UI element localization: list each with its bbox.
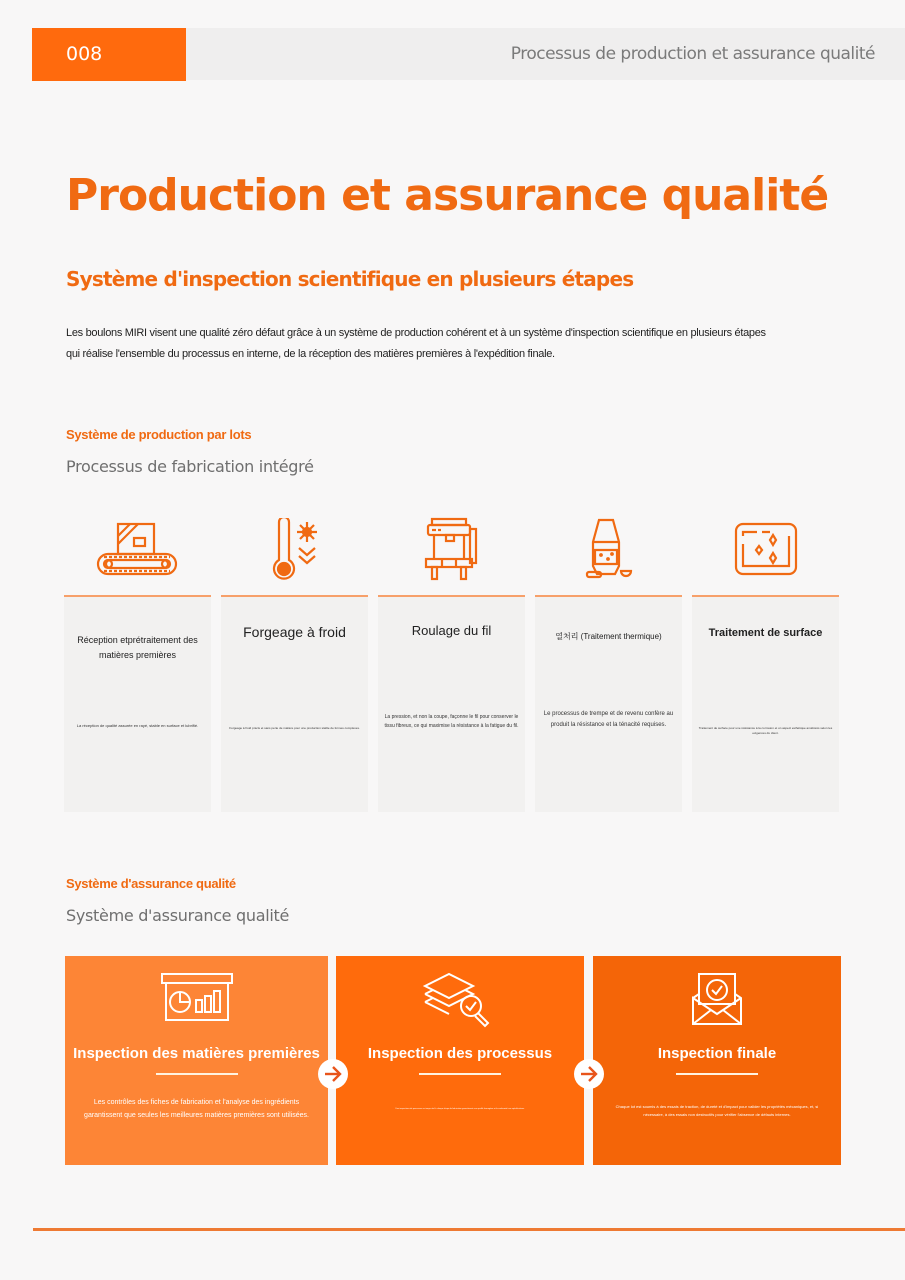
- page-number: 008: [32, 28, 186, 81]
- step-card: [221, 597, 368, 812]
- step-title: Forgeage à froid: [243, 624, 346, 640]
- rolling-press-icon: [378, 505, 525, 595]
- intro-line-1: Les boulons MIRI visent une qualité zéro défaut grâce à un système de production cohérent et à un système d'inspection scientifique en plusieurs étapes: [66, 327, 766, 339]
- process-step: [535, 505, 682, 812]
- process-step: [378, 505, 525, 812]
- step-title: 열처리 (Traitement thermique): [555, 632, 662, 641]
- layers-magnifier-icon: [336, 972, 584, 1030]
- header-section-title: Processus de production et assurance qualité: [510, 44, 875, 64]
- process-steps: [64, 505, 840, 812]
- qa-card-title: Inspection des matières premières: [73, 1045, 320, 1062]
- step-title: Traitement de surface: [708, 627, 823, 639]
- intro-line-2: qui réalise l'ensemble du processus en interne, de la réception des matières premières à l'expédition finale.: [66, 348, 555, 360]
- step-card: [64, 597, 211, 812]
- qa-card-description: Chaque lot est soumis à des essais de traction, de dureté et d'impact pour valider les propriétés mécaniques, et, si nécessaire, à des essais non destructifs pour vérifier l'absence de défauts internes.: [615, 1104, 819, 1117]
- step-description: La pression, et non la coupe, façonne le fil pour conserver le tissu fibreux, ce qui maximise la résistance à la fatigue du fil.: [384, 714, 519, 729]
- step-description: La réception de qualité assurée en rayé, stable en surface et lubrifié.: [76, 723, 199, 728]
- step-card: [378, 597, 525, 812]
- page-subtitle: Système d'inspection scientifique en plusieurs étapes: [66, 267, 634, 291]
- qa-card-description: Des inspections de processus en temps réel à chaque étape de fabrication garantissent une qualité homogène et la conformité aux spécifications.: [395, 1108, 525, 1110]
- process-step: [221, 505, 368, 812]
- envelope-check-icon: [593, 972, 841, 1030]
- step-title: Réception etprétraitement des matières premières: [77, 635, 198, 660]
- quality-section-subtitle: Système d'assurance qualité: [66, 906, 290, 925]
- qa-card-final: [593, 956, 841, 1165]
- step-description: Forgeage à froid précis et sans perte de matière pour une production stable de formes complexes.: [229, 726, 360, 730]
- process-step: [64, 505, 211, 812]
- qa-card-title: Inspection finale: [657, 1045, 777, 1062]
- step-title: Roulage du fil: [411, 623, 492, 638]
- production-section-subtitle: Processus de fabrication intégré: [66, 457, 314, 476]
- footer-divider: [33, 1228, 905, 1231]
- arrow-right-icon: [318, 1059, 348, 1089]
- thermometer-snowflake-icon: [221, 505, 368, 595]
- arrow-right-icon: [574, 1059, 604, 1089]
- step-card: [692, 597, 839, 812]
- qa-card-description: Les contrôles des fiches de fabrication et l'analyse des ingrédients garantissent que seules les meilleures matières premières sont utilisées.: [84, 1099, 309, 1119]
- qa-card-title: Inspection des processus: [367, 1045, 553, 1062]
- quality-section-label: Système d'assurance qualité: [66, 876, 236, 891]
- qa-card-divider: [156, 1073, 238, 1075]
- sparkle-surface-icon: [692, 505, 839, 595]
- furnace-icon: [535, 505, 682, 595]
- qa-card-raw-materials: [65, 956, 328, 1165]
- qa-card-divider: [676, 1073, 758, 1075]
- conveyor-box-icon: [64, 505, 211, 595]
- chart-board-icon: [65, 972, 328, 1030]
- process-step: [692, 505, 839, 812]
- production-section-label: Système de production par lots: [66, 427, 252, 442]
- step-card: [535, 597, 682, 812]
- qa-card-process: [336, 956, 584, 1165]
- step-description: Le processus de trempe et de revenu confère au produit la résistance et la ténacité requises.: [543, 711, 674, 728]
- step-description: Traitement de surface pour une résistance à la corrosion et un aspect esthétique améliorés selon les exigences du client.: [698, 726, 833, 735]
- qa-card-divider: [419, 1073, 501, 1075]
- intro-paragraph: [66, 323, 806, 365]
- page-title: Production et assurance qualité: [66, 170, 829, 221]
